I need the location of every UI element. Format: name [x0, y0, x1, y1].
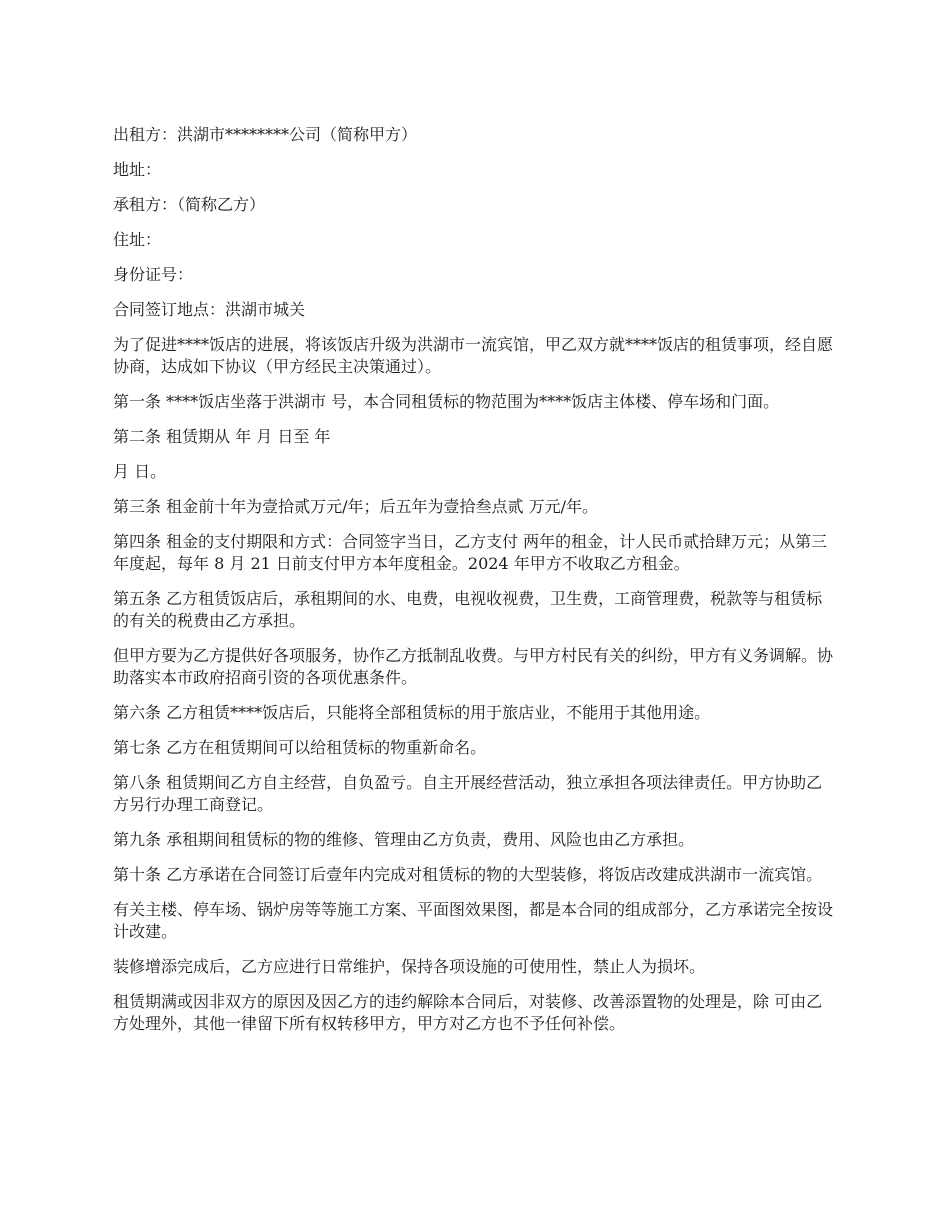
contract-body [113, 124, 838, 1048]
id-number-line: 身份证号： [113, 265, 194, 284]
article-10-maintenance: 装修增添完成后，乙方应进行日常维护，保持各项设施的可使用性，禁止人为损坏。 [113, 957, 706, 976]
lessee-residence-line: 住址： [113, 230, 162, 249]
article-7: 第七条 乙方在租赁期间可以给租赁标的物重新命名。 [113, 738, 487, 757]
article-5: 第五条 乙方租赁饭店后，承租期间的水、电费，电视收视费，卫生费，工商管理费，税款等与租赁标的有关的税费由乙方承担。 [113, 589, 823, 630]
lessee-line: 承租方：（简称乙方） [113, 195, 266, 214]
article-5-continued: 但甲方要为乙方提供好各项服务，协作乙方抵制乱收费。与甲方村民有关的纠纷，甲方有义务调解。协助落实本市政府招商引资的各项优惠条件。 [113, 646, 834, 687]
article-4: 第四条 租金的支付期限和方式：合同签字当日，乙方支付 两年的租金，计人民币贰拾肆万元；从第三年度起，每年 8 月 21 日前支付甲方本年度租金。2024 年甲方不收取乙方租金。 [113, 532, 828, 573]
article-2-continued: 月 日。 [113, 462, 167, 481]
preamble-paragraph: 为了促进****饭店的进展，将该饭店升级为洪湖市一流宾馆，甲乙双方就****饭店的租赁事项，经自愿协商，达成如下协议（甲方经民主决策通过）。 [113, 335, 834, 376]
article-3: 第三条 租金前十年为壹拾贰万元/年；后五年为壹拾叁点贰 万元/年。 [113, 497, 598, 516]
article-6: 第六条 乙方租赁****饭店后，只能将全部租赁标的用于旅店业，不能用于其他用途。 [113, 703, 711, 722]
article-2: 第二条 租赁期从 年 月 日至 年 [113, 427, 331, 446]
article-10-plans: 有关主楼、停车场、锅炉房等等施工方案、平面图效果图，都是本合同的组成部分，乙方承诺完全按设计改建。 [113, 900, 834, 941]
article-1: 第一条 ****饭店坐落于洪湖市 号，本合同租赁标的物范围为****饭店主体楼、停车场和门面。 [113, 392, 780, 411]
article-8: 第八条 租赁期间乙方自主经营，自负盈亏。自主开展经营活动，独立承担各项法律责任。甲方协助乙方另行办理工商登记。 [113, 773, 823, 814]
article-9: 第九条 承租期间租赁标的物的维修、管理由乙方负责，费用、风险也由乙方承担。 [113, 830, 695, 849]
article-10: 第十条 乙方承诺在合同签订后壹年内完成对租赁标的物的大型装修，将饭店改建成洪湖市一流宾馆。 [113, 865, 823, 884]
signing-place-line: 合同签订地点：洪湖市城关 [113, 300, 306, 319]
article-10-termination: 租赁期满或因非双方的原因及因乙方的违约解除本合同后，对装修、改善添置物的处理是，除 可由乙方处理外，其他一律留下所有权转移甲方，甲方对乙方也不予任何补偿。 [113, 992, 823, 1033]
lessor-line: 出租方：洪湖市********公司（简称甲方） [113, 125, 418, 144]
lessor-address-line: 地址： [113, 160, 162, 179]
